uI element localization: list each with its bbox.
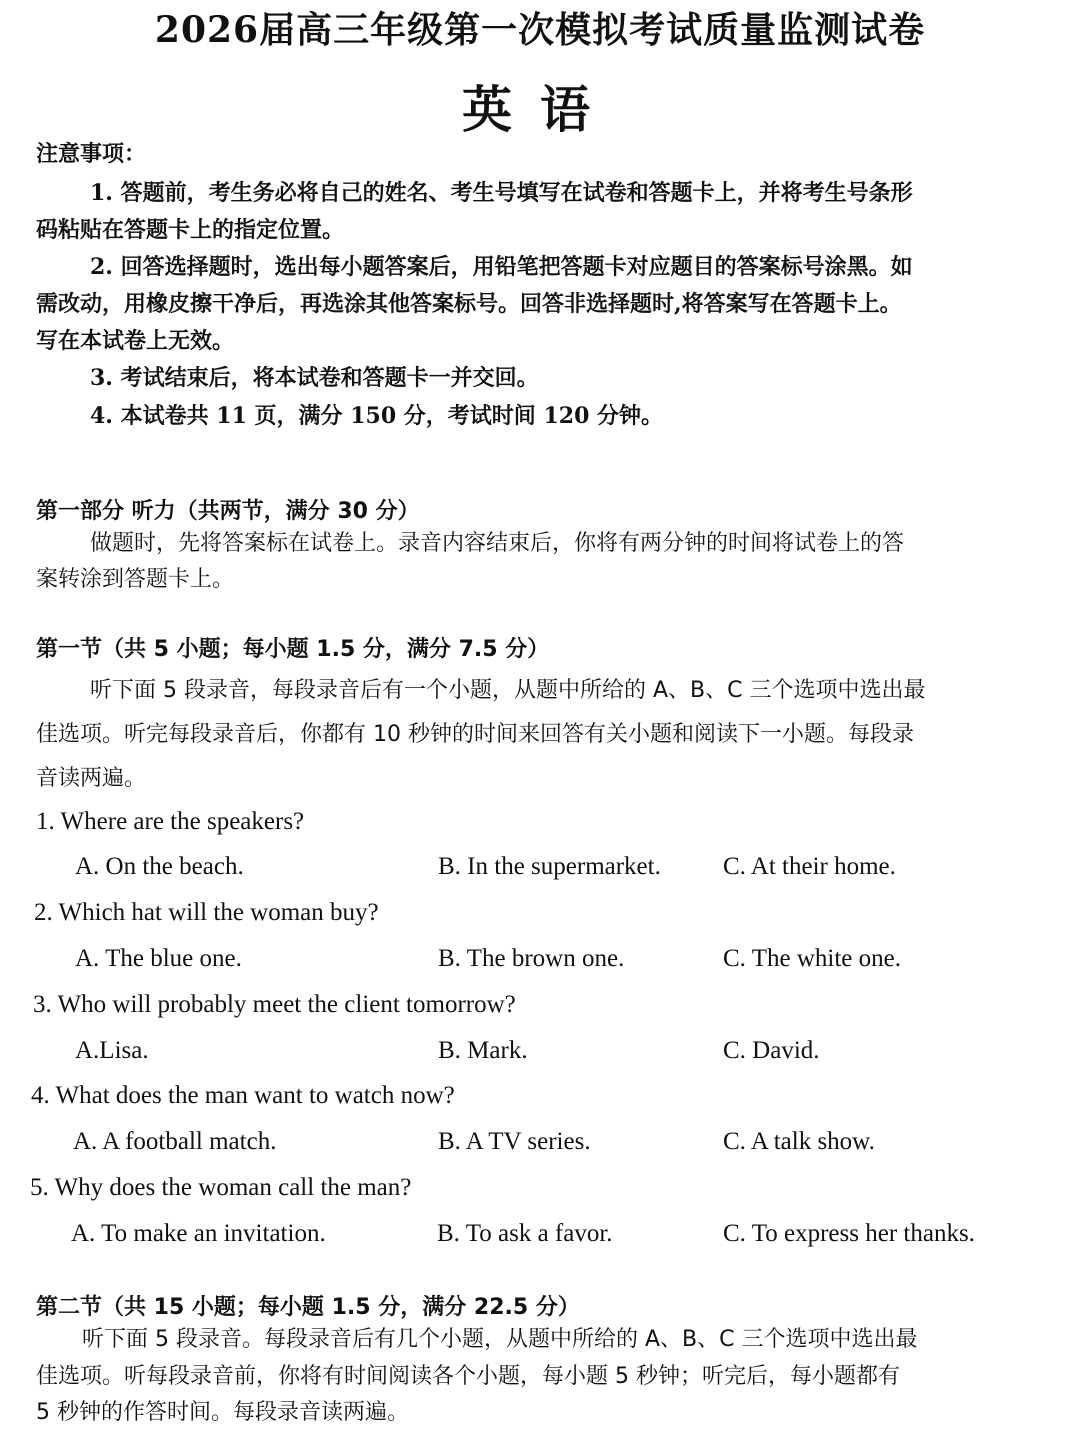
exam-title: 2026届高三年级第一次模拟考试质量监测试卷: [154, 9, 926, 51]
option-b: B. A TV series.: [438, 1128, 591, 1155]
section2-intro-line: 5 秒钟的作答时间。每段录音读两遍。: [36, 1400, 409, 1425]
option-a: A. The blue one.: [75, 945, 242, 972]
question-2: 2. Which hat will the woman buy?: [34, 899, 379, 926]
part1-intro-line: 做题时，先将答案标在试卷上。录音内容结束后，你将有两分钟的时间将试卷上的答: [90, 531, 905, 556]
section1-intro-line: 听下面 5 段录音，每段录音后有一个小题，从题中所给的 A、B、C 三个选项中选出最: [90, 678, 926, 703]
question-1: 1. Where are the speakers?: [36, 808, 305, 835]
option-b: B. To ask a favor.: [437, 1220, 613, 1247]
notes-line: 1. 答题前，考生务必将自己的姓名、考生号填写在试卷和答题卡上，并将考生号条形: [90, 180, 913, 206]
option-c: C. The white one.: [723, 945, 901, 972]
option-c: C. A talk show.: [723, 1128, 875, 1155]
question-4: 4. What does the man want to watch now?: [31, 1082, 455, 1109]
option-a: A. On the beach.: [75, 853, 244, 880]
notes-line: 需改动，用橡皮擦干净后，再选涂其他答案标号。回答非选择题时,将答案写在答题卡上。: [36, 291, 902, 317]
notes-heading: 注意事项：: [36, 142, 147, 167]
question-5: 5. Why does the woman call the man?: [30, 1174, 412, 1201]
option-a: A. To make an invitation.: [71, 1220, 326, 1247]
notes-line: 码粘贴在答题卡上的指定位置。: [36, 217, 345, 243]
option-c: C. To express her thanks.: [723, 1220, 975, 1247]
section2-intro-line: 听下面 5 段录音。每段录音后有几个小题，从题中所给的 A、B、C 三个选项中选出最: [82, 1327, 918, 1352]
option-b: B. Mark.: [438, 1037, 528, 1064]
option-c: C. David.: [723, 1037, 820, 1064]
section1-intro-line: 佳选项。听完每段录音后，你都有 10 秒钟的时间来回答有关小题和阅读下一小题。每段录: [36, 722, 914, 747]
section1-intro-line: 音读两遍。: [36, 766, 147, 791]
notes-line: 3. 考试结束后，将本试卷和答题卡一并交回。: [90, 365, 539, 391]
option-c: C. At their home.: [723, 853, 896, 880]
notes-line: 4. 本试卷共 11 页，满分 150 分，考试时间 120 分钟。: [90, 403, 664, 429]
option-b: B. The brown one.: [438, 945, 625, 972]
notes-line: 写在本试卷上无效。: [36, 328, 235, 354]
notes-line: 2. 回答选择题时，选出每小题答案后，用铅笔把答题卡对应题目的答案标号涂黑。如: [90, 254, 913, 280]
option-a: A. A football match.: [73, 1128, 277, 1155]
subject-title: 英语: [462, 80, 618, 139]
option-a: A.Lisa.: [75, 1037, 149, 1064]
part1-heading: 第一部分 听力（共两节，满分 30 分）: [36, 499, 420, 524]
section2-intro-line: 佳选项。听每段录音前，你将有时间阅读各个小题，每小题 5 秒钟；听完后，每小题都有: [36, 1364, 900, 1389]
section1-heading: 第一节（共 5 小题；每小题 1.5 分，满分 7.5 分）: [36, 637, 550, 662]
section2-heading: 第二节（共 15 小题；每小题 1.5 分，满分 22.5 分）: [36, 1295, 580, 1320]
part1-intro-line: 案转涂到答题卡上。: [36, 567, 235, 592]
question-3: 3. Who will probably meet the client tomorrow?: [33, 991, 516, 1018]
option-b: B. In the supermarket.: [438, 853, 661, 880]
